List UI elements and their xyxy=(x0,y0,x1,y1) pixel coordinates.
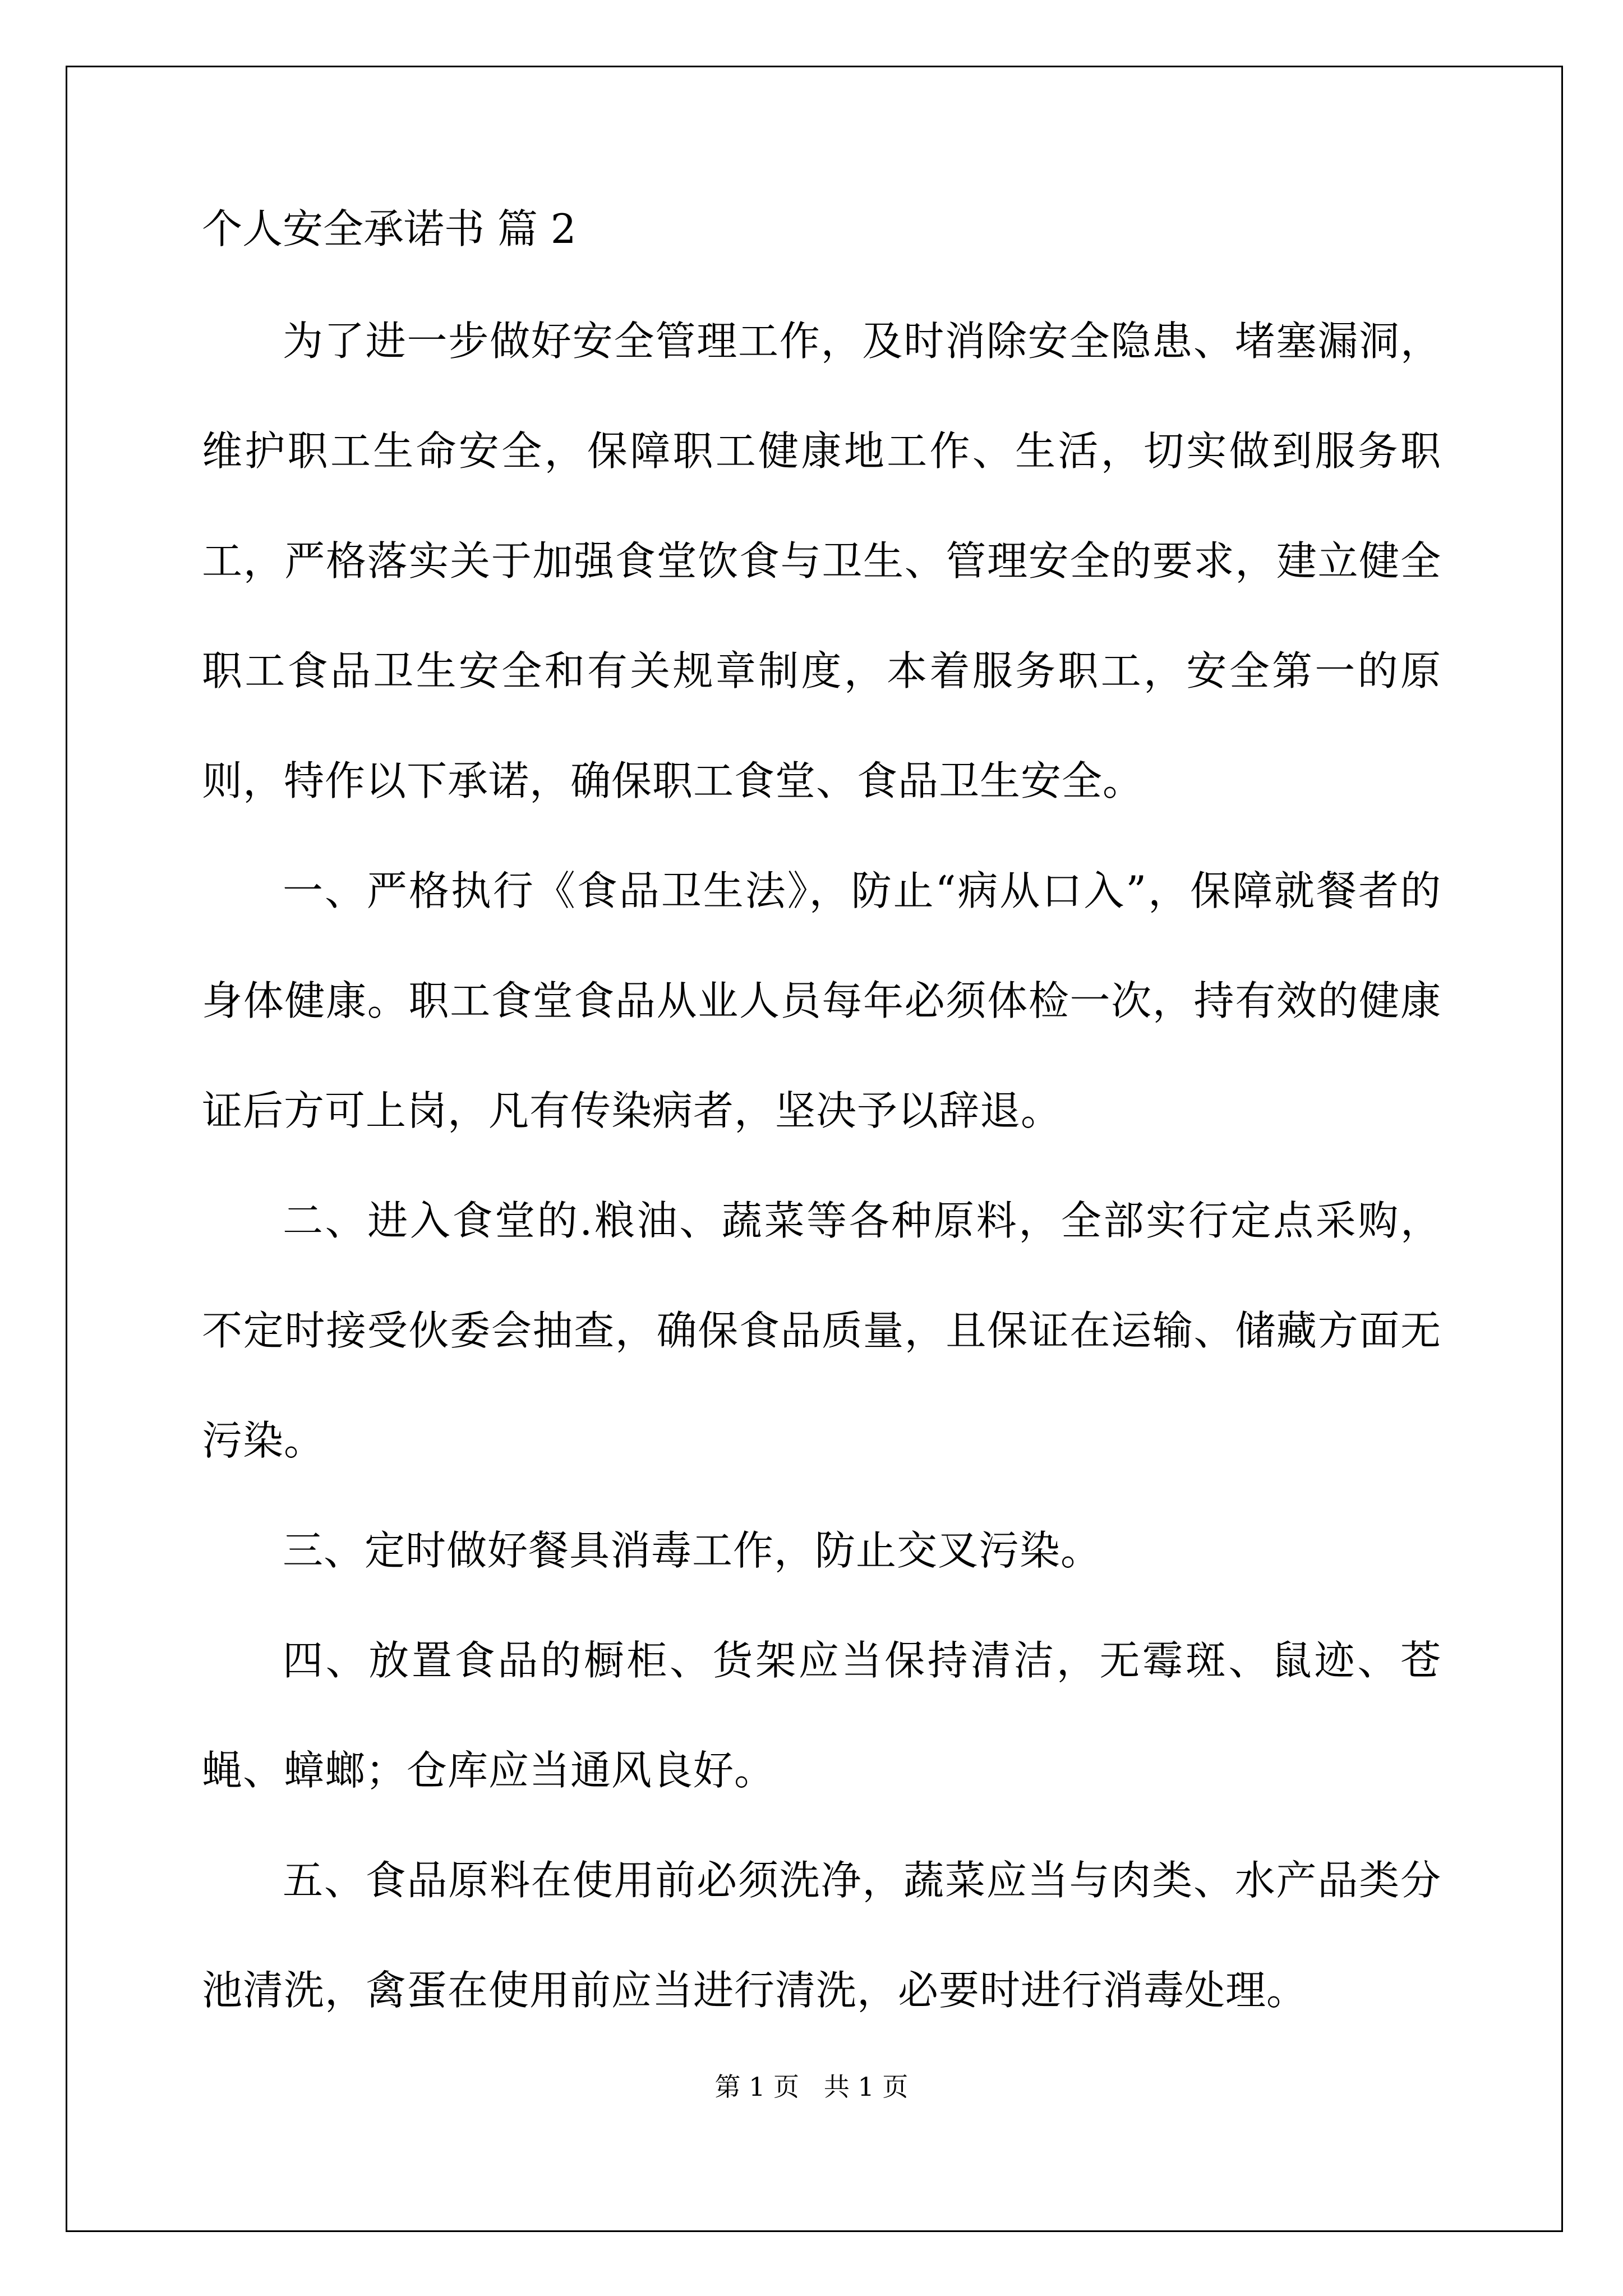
document-title: 个人安全承诺书 篇 2 xyxy=(202,205,577,252)
document-body xyxy=(202,206,1441,2045)
paragraph-item-1: 一、严格执行《食品卫生法》，防止“病从口入”，保障就餐者的身体健康。职工食堂食品从业人员每年必须体检一次，持有效的健康证后方可上岗，凡有传染病者，坚决予以辞退。 xyxy=(202,867,1441,1134)
paragraph-intro: 为了进一步做好安全管理工作，及时消除安全隐患、堵塞漏洞，维护职工生命安全，保障职工健康地工作、生活，切实做到服务职工，严格落实关于加强食堂饮食与卫生、管理安全的要求，建立健全职工食品卫生安全和有关规章制度，本着服务职工，安全第一的原则，特作以下承诺，确保职工食堂、食品卫生安全。 xyxy=(202,318,1441,804)
paragraph-item-2: 二、进入食堂的.粮油、蔬菜等各种原料，全部实行定点采购，不定时接受伙委会抽查，确保食品质量，且保证在运输、储藏方面无污染。 xyxy=(202,1197,1441,1464)
paragraph-item-4: 四、放置食品的橱柜、货架应当保持清洁，无霉斑、鼠迹、苍蝇、蟑螂；仓库应当通风良好。 xyxy=(202,1637,1441,1794)
paragraph-item-5: 五、食品原料在使用前必须洗净，蔬菜应当与肉类、水产品类分池清洗，禽蛋在使用前应当进行清洗，必要时进行消毒处理。 xyxy=(202,1857,1441,2014)
paragraph-item-3: 三、定时做好餐具消毒工作，防止交叉污染。 xyxy=(283,1527,1102,1574)
page-number-footer: 第 1 页 共 1 页 xyxy=(714,2072,909,2102)
